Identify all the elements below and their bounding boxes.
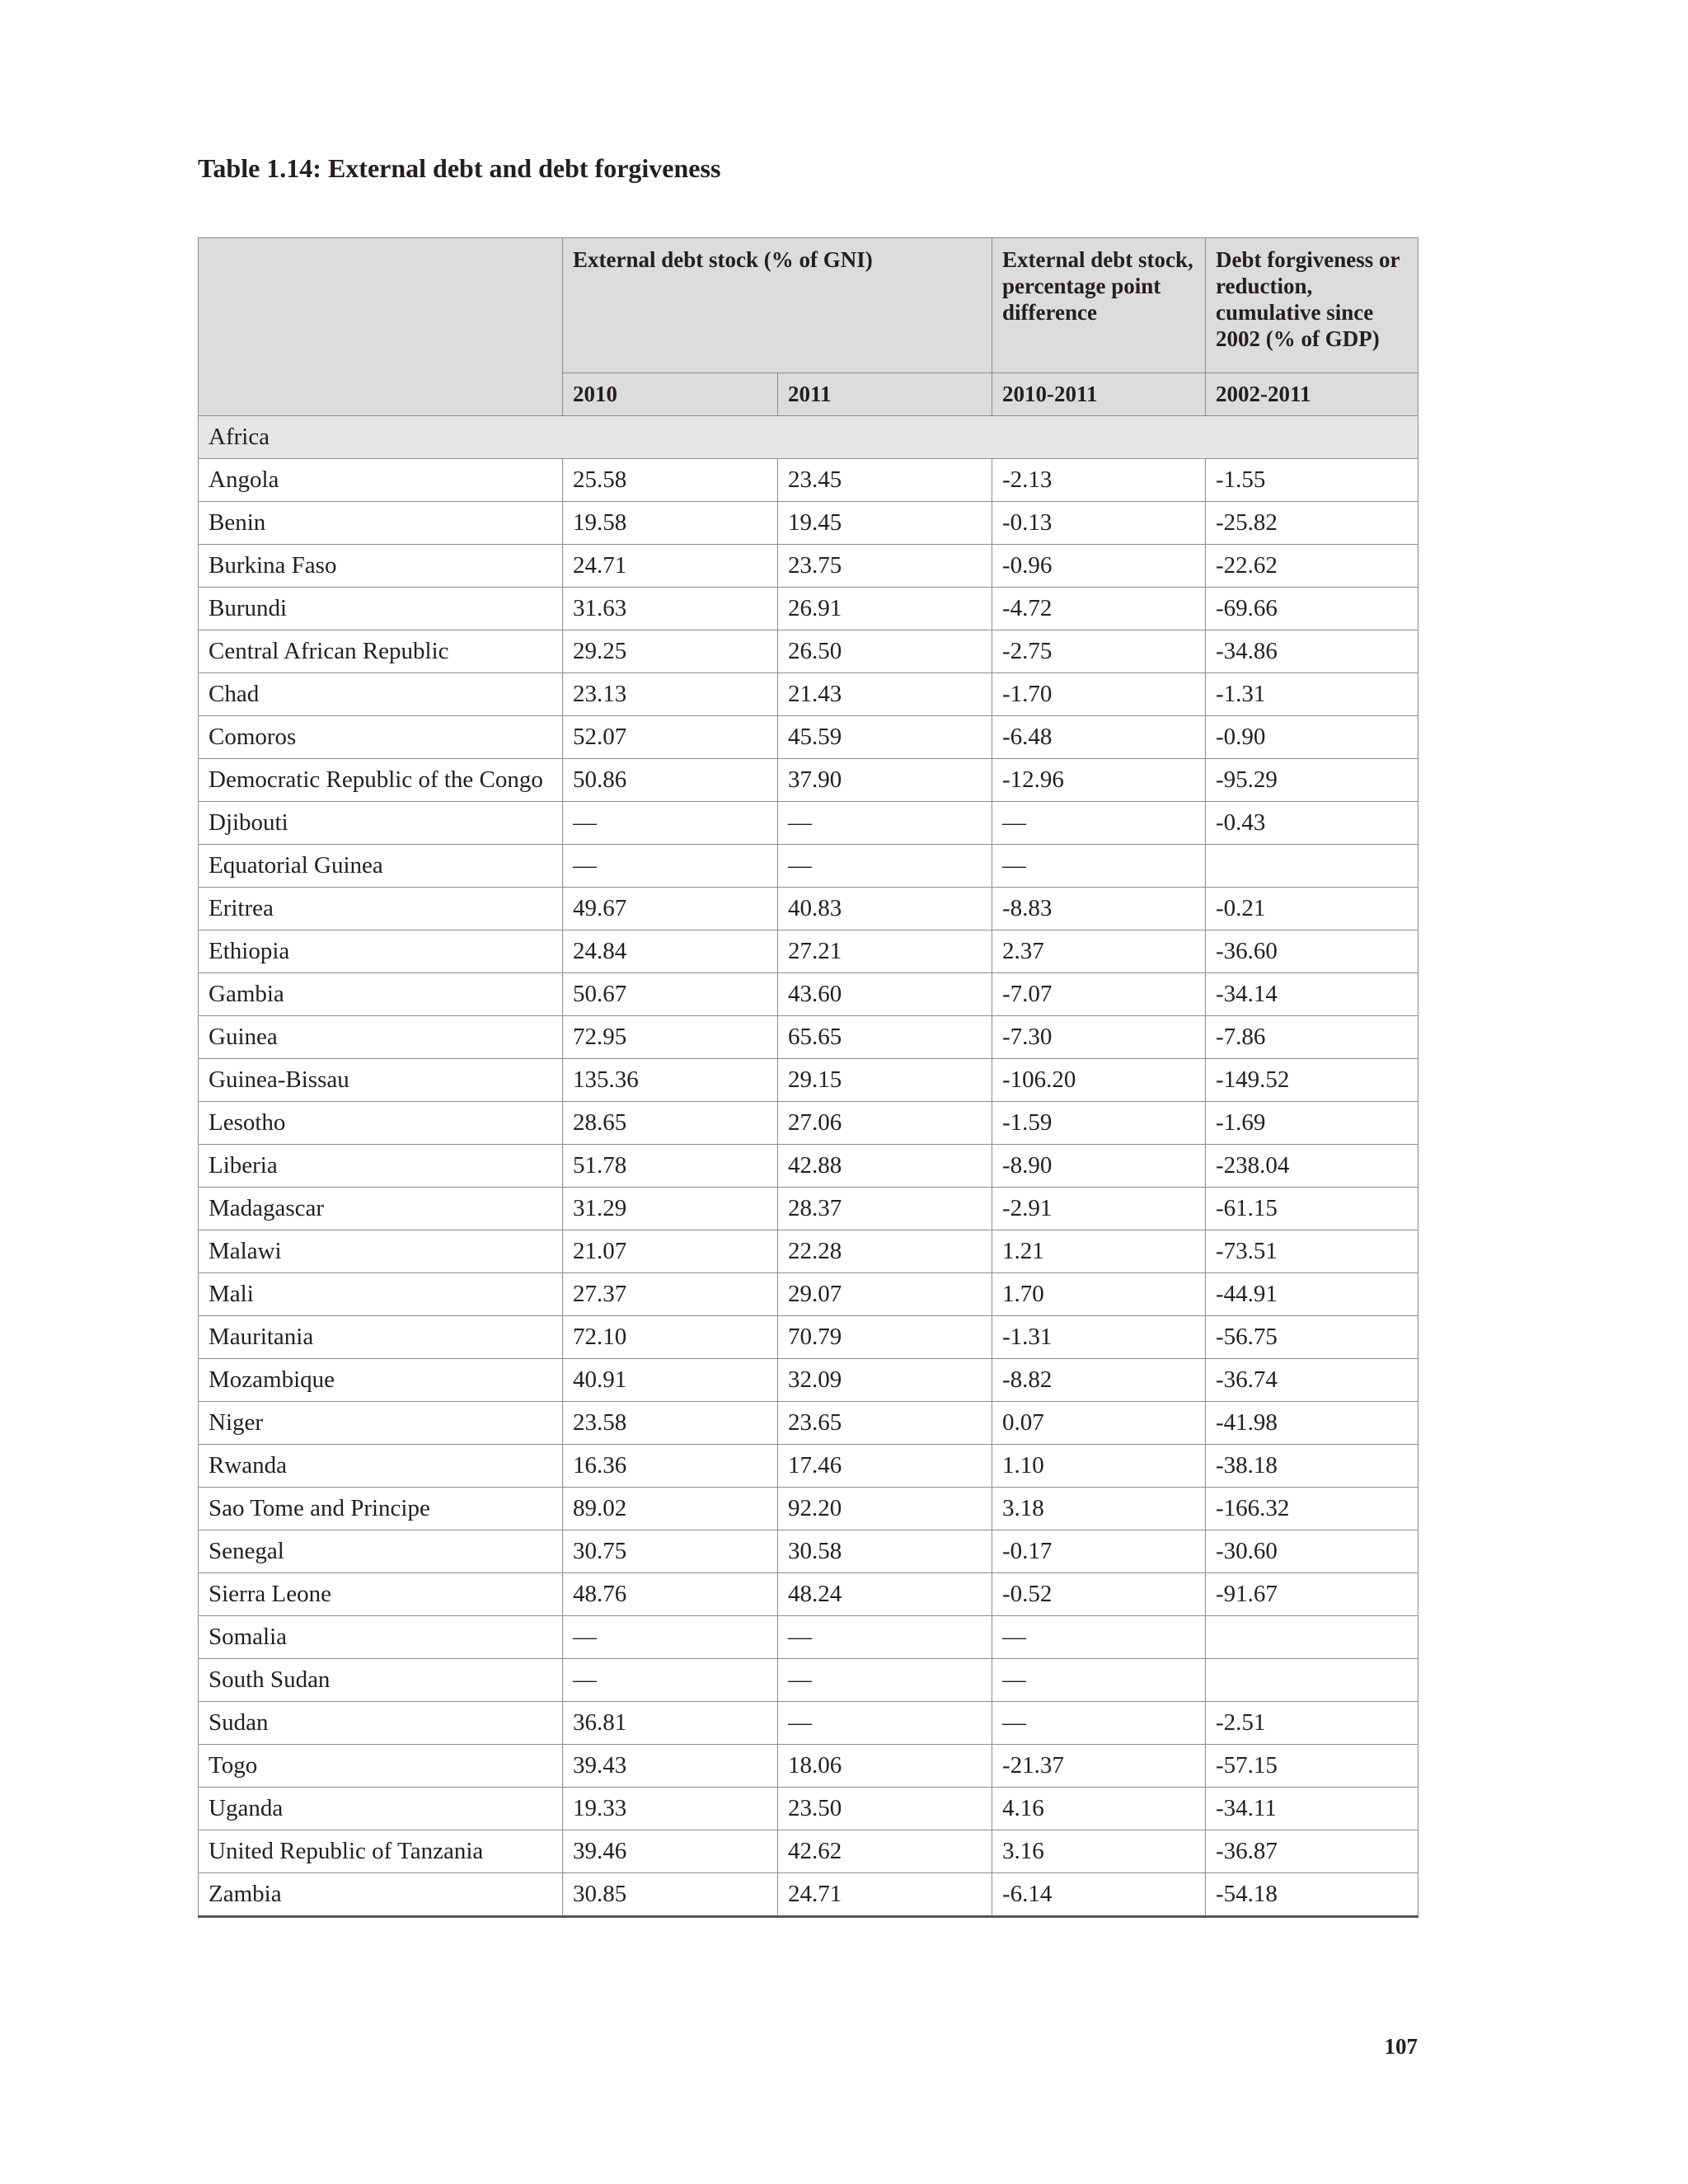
table-row — [199, 588, 1418, 630]
debt-2011-cell: 45.59 — [778, 716, 992, 759]
table-row — [199, 545, 1418, 588]
table-row — [199, 1102, 1418, 1145]
table-row — [199, 716, 1418, 759]
debt-2011-cell: 21.43 — [778, 673, 992, 716]
debt-2010-cell: — — [563, 802, 778, 845]
debt-2011-cell: 23.65 — [778, 1402, 992, 1445]
forgiveness-2002-2011-cell: -34.14 — [1206, 973, 1418, 1016]
forgiveness-2002-2011-cell: -0.90 — [1206, 716, 1418, 759]
header-country-cell — [199, 238, 563, 416]
table-row — [199, 1445, 1418, 1488]
forgiveness-2002-2011-cell: -38.18 — [1206, 1445, 1418, 1488]
table-row — [199, 1316, 1418, 1359]
country-name-cell: Mali — [199, 1273, 563, 1316]
subheader-2010: 2010 — [563, 373, 778, 416]
debt-2010-cell: 89.02 — [563, 1488, 778, 1530]
difference-2010-2011-cell: 0.07 — [992, 1402, 1206, 1445]
forgiveness-2002-2011-cell: -44.91 — [1206, 1273, 1418, 1316]
forgiveness-2002-2011-cell: -1.31 — [1206, 673, 1418, 716]
table-row — [199, 1273, 1418, 1316]
forgiveness-2002-2011-cell: -34.86 — [1206, 630, 1418, 673]
forgiveness-2002-2011-cell: -0.21 — [1206, 888, 1418, 930]
debt-2010-cell: 30.85 — [563, 1873, 778, 1917]
table-row — [199, 802, 1418, 845]
forgiveness-2002-2011-cell: -41.98 — [1206, 1402, 1418, 1445]
debt-2010-cell: 40.91 — [563, 1359, 778, 1402]
debt-2011-cell: — — [778, 1659, 992, 1702]
country-name-cell: Senegal — [199, 1530, 563, 1573]
debt-2011-cell: 22.28 — [778, 1230, 992, 1273]
country-name-cell: Ethiopia — [199, 930, 563, 973]
debt-2010-cell: — — [563, 1616, 778, 1659]
debt-2011-cell: — — [778, 1616, 992, 1659]
header-debt-difference: External debt stock, percentage point difference — [992, 238, 1206, 373]
table-row — [199, 1873, 1418, 1917]
country-name-cell: Eritrea — [199, 888, 563, 930]
forgiveness-2002-2011-cell: -1.55 — [1206, 459, 1418, 502]
difference-2010-2011-cell: -8.90 — [992, 1145, 1206, 1188]
difference-2010-2011-cell: 2.37 — [992, 930, 1206, 973]
table-row — [199, 1488, 1418, 1530]
difference-2010-2011-cell: -7.07 — [992, 973, 1206, 1016]
country-name-cell: Somalia — [199, 1616, 563, 1659]
difference-2010-2011-cell: — — [992, 1616, 1206, 1659]
debt-2011-cell: — — [778, 845, 992, 888]
country-name-cell: Central African Republic — [199, 630, 563, 673]
country-name-cell: Sudan — [199, 1702, 563, 1745]
table-row — [199, 502, 1418, 545]
debt-2011-cell: 28.37 — [778, 1188, 992, 1230]
debt-2010-cell: 72.10 — [563, 1316, 778, 1359]
forgiveness-2002-2011-cell: -0.43 — [1206, 802, 1418, 845]
difference-2010-2011-cell: — — [992, 845, 1206, 888]
debt-2011-cell: 70.79 — [778, 1316, 992, 1359]
difference-2010-2011-cell: -8.83 — [992, 888, 1206, 930]
table-row — [199, 673, 1418, 716]
debt-2011-cell: 43.60 — [778, 973, 992, 1016]
difference-2010-2011-cell: — — [992, 1702, 1206, 1745]
debt-2011-cell: 26.91 — [778, 588, 992, 630]
debt-2011-cell: 30.58 — [778, 1530, 992, 1573]
table-row — [199, 930, 1418, 973]
debt-2010-cell: 23.58 — [563, 1402, 778, 1445]
debt-2010-cell: 51.78 — [563, 1145, 778, 1188]
debt-2010-cell: 23.13 — [563, 673, 778, 716]
table-row — [199, 1788, 1418, 1830]
debt-2010-cell: 31.63 — [563, 588, 778, 630]
forgiveness-2002-2011-cell: -61.15 — [1206, 1188, 1418, 1230]
difference-2010-2011-cell: -7.30 — [992, 1016, 1206, 1059]
debt-2011-cell: 42.88 — [778, 1145, 992, 1188]
debt-2010-cell: 19.58 — [563, 502, 778, 545]
country-name-cell: Gambia — [199, 973, 563, 1016]
table-row — [199, 1016, 1418, 1059]
table-row — [199, 845, 1418, 888]
forgiveness-2002-2011-cell: -25.82 — [1206, 502, 1418, 545]
forgiveness-2002-2011-cell: -22.62 — [1206, 545, 1418, 588]
header-debt-forgiveness: Debt forgiveness or reduction, cumulative since 2002 (% of GDP) — [1206, 238, 1418, 373]
debt-2011-cell: 29.07 — [778, 1273, 992, 1316]
region-row — [199, 416, 1418, 459]
table-row — [199, 630, 1418, 673]
debt-2010-cell: 49.67 — [563, 888, 778, 930]
country-name-cell: Sao Tome and Principe — [199, 1488, 563, 1530]
debt-2010-cell: 16.36 — [563, 1445, 778, 1488]
country-name-cell: Lesotho — [199, 1102, 563, 1145]
table-header-row — [199, 238, 1418, 373]
difference-2010-2011-cell: 1.10 — [992, 1445, 1206, 1488]
difference-2010-2011-cell: -2.13 — [992, 459, 1206, 502]
difference-2010-2011-cell: -8.82 — [992, 1359, 1206, 1402]
debt-2011-cell: — — [778, 802, 992, 845]
table-row — [199, 1573, 1418, 1616]
forgiveness-2002-2011-cell — [1206, 1616, 1418, 1659]
table-row — [199, 1616, 1418, 1659]
debt-2011-cell: 37.90 — [778, 759, 992, 802]
debt-2010-cell: 19.33 — [563, 1788, 778, 1830]
debt-2011-cell: 17.46 — [778, 1445, 992, 1488]
debt-2011-cell: 40.83 — [778, 888, 992, 930]
debt-table — [198, 237, 1418, 1918]
debt-2010-cell: 24.84 — [563, 930, 778, 973]
forgiveness-2002-2011-cell: -91.67 — [1206, 1573, 1418, 1616]
debt-2011-cell: 27.21 — [778, 930, 992, 973]
country-name-cell: Comoros — [199, 716, 563, 759]
debt-2010-cell: 39.43 — [563, 1745, 778, 1788]
table-row — [199, 1402, 1418, 1445]
forgiveness-2002-2011-cell: -36.87 — [1206, 1830, 1418, 1873]
page-title: Table 1.14: External debt and debt forgiveness — [198, 153, 721, 183]
forgiveness-2002-2011-cell — [1206, 1659, 1418, 1702]
country-name-cell: Mauritania — [199, 1316, 563, 1359]
forgiveness-2002-2011-cell: -73.51 — [1206, 1230, 1418, 1273]
debt-2010-cell: 24.71 — [563, 545, 778, 588]
subheader-2002-2011: 2002-2011 — [1206, 373, 1418, 416]
header-debt-stock: External debt stock (% of GNI) — [563, 238, 992, 373]
difference-2010-2011-cell: 3.18 — [992, 1488, 1206, 1530]
table-row — [199, 888, 1418, 930]
country-name-cell: Djibouti — [199, 802, 563, 845]
debt-2011-cell: 19.45 — [778, 502, 992, 545]
country-name-cell: Liberia — [199, 1145, 563, 1188]
forgiveness-2002-2011-cell: -36.60 — [1206, 930, 1418, 973]
difference-2010-2011-cell: -2.75 — [992, 630, 1206, 673]
forgiveness-2002-2011-cell: -34.11 — [1206, 1788, 1418, 1830]
debt-2011-cell: 65.65 — [778, 1016, 992, 1059]
debt-2011-cell: 23.75 — [778, 545, 992, 588]
debt-2010-cell: 48.76 — [563, 1573, 778, 1616]
table-row — [199, 1530, 1418, 1573]
forgiveness-2002-2011-cell: -149.52 — [1206, 1059, 1418, 1102]
difference-2010-2011-cell: -106.20 — [992, 1059, 1206, 1102]
debt-2010-cell: 52.07 — [563, 716, 778, 759]
forgiveness-2002-2011-cell — [1206, 845, 1418, 888]
difference-2010-2011-cell: -0.13 — [992, 502, 1206, 545]
debt-2011-cell: 18.06 — [778, 1745, 992, 1788]
difference-2010-2011-cell: -0.17 — [992, 1530, 1206, 1573]
country-name-cell: Togo — [199, 1745, 563, 1788]
country-name-cell: Equatorial Guinea — [199, 845, 563, 888]
country-name-cell: Guinea — [199, 1016, 563, 1059]
country-name-cell: Chad — [199, 673, 563, 716]
country-name-cell: Angola — [199, 459, 563, 502]
debt-2010-cell: 36.81 — [563, 1702, 778, 1745]
country-name-cell: United Republic of Tanzania — [199, 1830, 563, 1873]
difference-2010-2011-cell: -1.31 — [992, 1316, 1206, 1359]
country-name-cell: Benin — [199, 502, 563, 545]
subheader-2010-2011: 2010-2011 — [992, 373, 1206, 416]
debt-2010-cell: 72.95 — [563, 1016, 778, 1059]
forgiveness-2002-2011-cell: -2.51 — [1206, 1702, 1418, 1745]
forgiveness-2002-2011-cell: -57.15 — [1206, 1745, 1418, 1788]
debt-2011-cell: 24.71 — [778, 1873, 992, 1917]
debt-2011-cell: — — [778, 1702, 992, 1745]
table-row — [199, 1659, 1418, 1702]
table-row — [199, 1145, 1418, 1188]
forgiveness-2002-2011-cell: -69.66 — [1206, 588, 1418, 630]
difference-2010-2011-cell: — — [992, 802, 1206, 845]
debt-2010-cell: — — [563, 845, 778, 888]
region-label: Africa — [199, 416, 1418, 459]
forgiveness-2002-2011-cell: -95.29 — [1206, 759, 1418, 802]
difference-2010-2011-cell: 4.16 — [992, 1788, 1206, 1830]
country-name-cell: Malawi — [199, 1230, 563, 1273]
difference-2010-2011-cell: -2.91 — [992, 1188, 1206, 1230]
forgiveness-2002-2011-cell: -56.75 — [1206, 1316, 1418, 1359]
table-row — [199, 1702, 1418, 1745]
debt-2011-cell: 26.50 — [778, 630, 992, 673]
country-name-cell: South Sudan — [199, 1659, 563, 1702]
country-name-cell: Burkina Faso — [199, 545, 563, 588]
debt-2010-cell: 29.25 — [563, 630, 778, 673]
debt-2011-cell: 29.15 — [778, 1059, 992, 1102]
debt-2010-cell: 25.58 — [563, 459, 778, 502]
difference-2010-2011-cell: -0.96 — [992, 545, 1206, 588]
forgiveness-2002-2011-cell: -166.32 — [1206, 1488, 1418, 1530]
debt-2011-cell: 92.20 — [778, 1488, 992, 1530]
difference-2010-2011-cell: — — [992, 1659, 1206, 1702]
difference-2010-2011-cell: -21.37 — [992, 1745, 1206, 1788]
debt-2010-cell: 50.67 — [563, 973, 778, 1016]
country-name-cell: Uganda — [199, 1788, 563, 1830]
difference-2010-2011-cell: -4.72 — [992, 588, 1206, 630]
debt-2010-cell: — — [563, 1659, 778, 1702]
table-row — [199, 1745, 1418, 1788]
debt-2010-cell: 50.86 — [563, 759, 778, 802]
debt-2011-cell: 23.45 — [778, 459, 992, 502]
country-name-cell: Rwanda — [199, 1445, 563, 1488]
difference-2010-2011-cell: -6.14 — [992, 1873, 1206, 1917]
table-row — [199, 1059, 1418, 1102]
table-row — [199, 1188, 1418, 1230]
country-name-cell: Mozambique — [199, 1359, 563, 1402]
country-name-cell: Niger — [199, 1402, 563, 1445]
forgiveness-2002-2011-cell: -7.86 — [1206, 1016, 1418, 1059]
difference-2010-2011-cell: -6.48 — [992, 716, 1206, 759]
country-name-cell: Guinea-Bissau — [199, 1059, 563, 1102]
table-row — [199, 1230, 1418, 1273]
debt-2010-cell: 31.29 — [563, 1188, 778, 1230]
difference-2010-2011-cell: 1.70 — [992, 1273, 1206, 1316]
forgiveness-2002-2011-cell: -36.74 — [1206, 1359, 1418, 1402]
debt-2010-cell: 21.07 — [563, 1230, 778, 1273]
difference-2010-2011-cell: -1.59 — [992, 1102, 1206, 1145]
difference-2010-2011-cell: -12.96 — [992, 759, 1206, 802]
page-number: 107 — [1384, 2034, 1418, 2059]
forgiveness-2002-2011-cell: -30.60 — [1206, 1530, 1418, 1573]
debt-2010-cell: 28.65 — [563, 1102, 778, 1145]
debt-2010-cell: 27.37 — [563, 1273, 778, 1316]
difference-2010-2011-cell: 1.21 — [992, 1230, 1206, 1273]
debt-2011-cell: 42.62 — [778, 1830, 992, 1873]
table-row — [199, 759, 1418, 802]
forgiveness-2002-2011-cell: -54.18 — [1206, 1873, 1418, 1917]
country-name-cell: Zambia — [199, 1873, 563, 1917]
table-row — [199, 459, 1418, 502]
country-name-cell: Democratic Republic of the Congo — [199, 759, 563, 802]
country-name-cell: Madagascar — [199, 1188, 563, 1230]
debt-2010-cell: 135.36 — [563, 1059, 778, 1102]
debt-2010-cell: 30.75 — [563, 1530, 778, 1573]
table-row — [199, 973, 1418, 1016]
debt-2011-cell: 32.09 — [778, 1359, 992, 1402]
table-row — [199, 1359, 1418, 1402]
table-row — [199, 1830, 1418, 1873]
country-name-cell: Burundi — [199, 588, 563, 630]
forgiveness-2002-2011-cell: -1.69 — [1206, 1102, 1418, 1145]
debt-2011-cell: 27.06 — [778, 1102, 992, 1145]
debt-2011-cell: 23.50 — [778, 1788, 992, 1830]
subheader-2011: 2011 — [778, 373, 992, 416]
difference-2010-2011-cell: -0.52 — [992, 1573, 1206, 1616]
debt-2011-cell: 48.24 — [778, 1573, 992, 1616]
difference-2010-2011-cell: 3.16 — [992, 1830, 1206, 1873]
forgiveness-2002-2011-cell: -238.04 — [1206, 1145, 1418, 1188]
difference-2010-2011-cell: -1.70 — [992, 673, 1206, 716]
country-name-cell: Sierra Leone — [199, 1573, 563, 1616]
debt-2010-cell: 39.46 — [563, 1830, 778, 1873]
